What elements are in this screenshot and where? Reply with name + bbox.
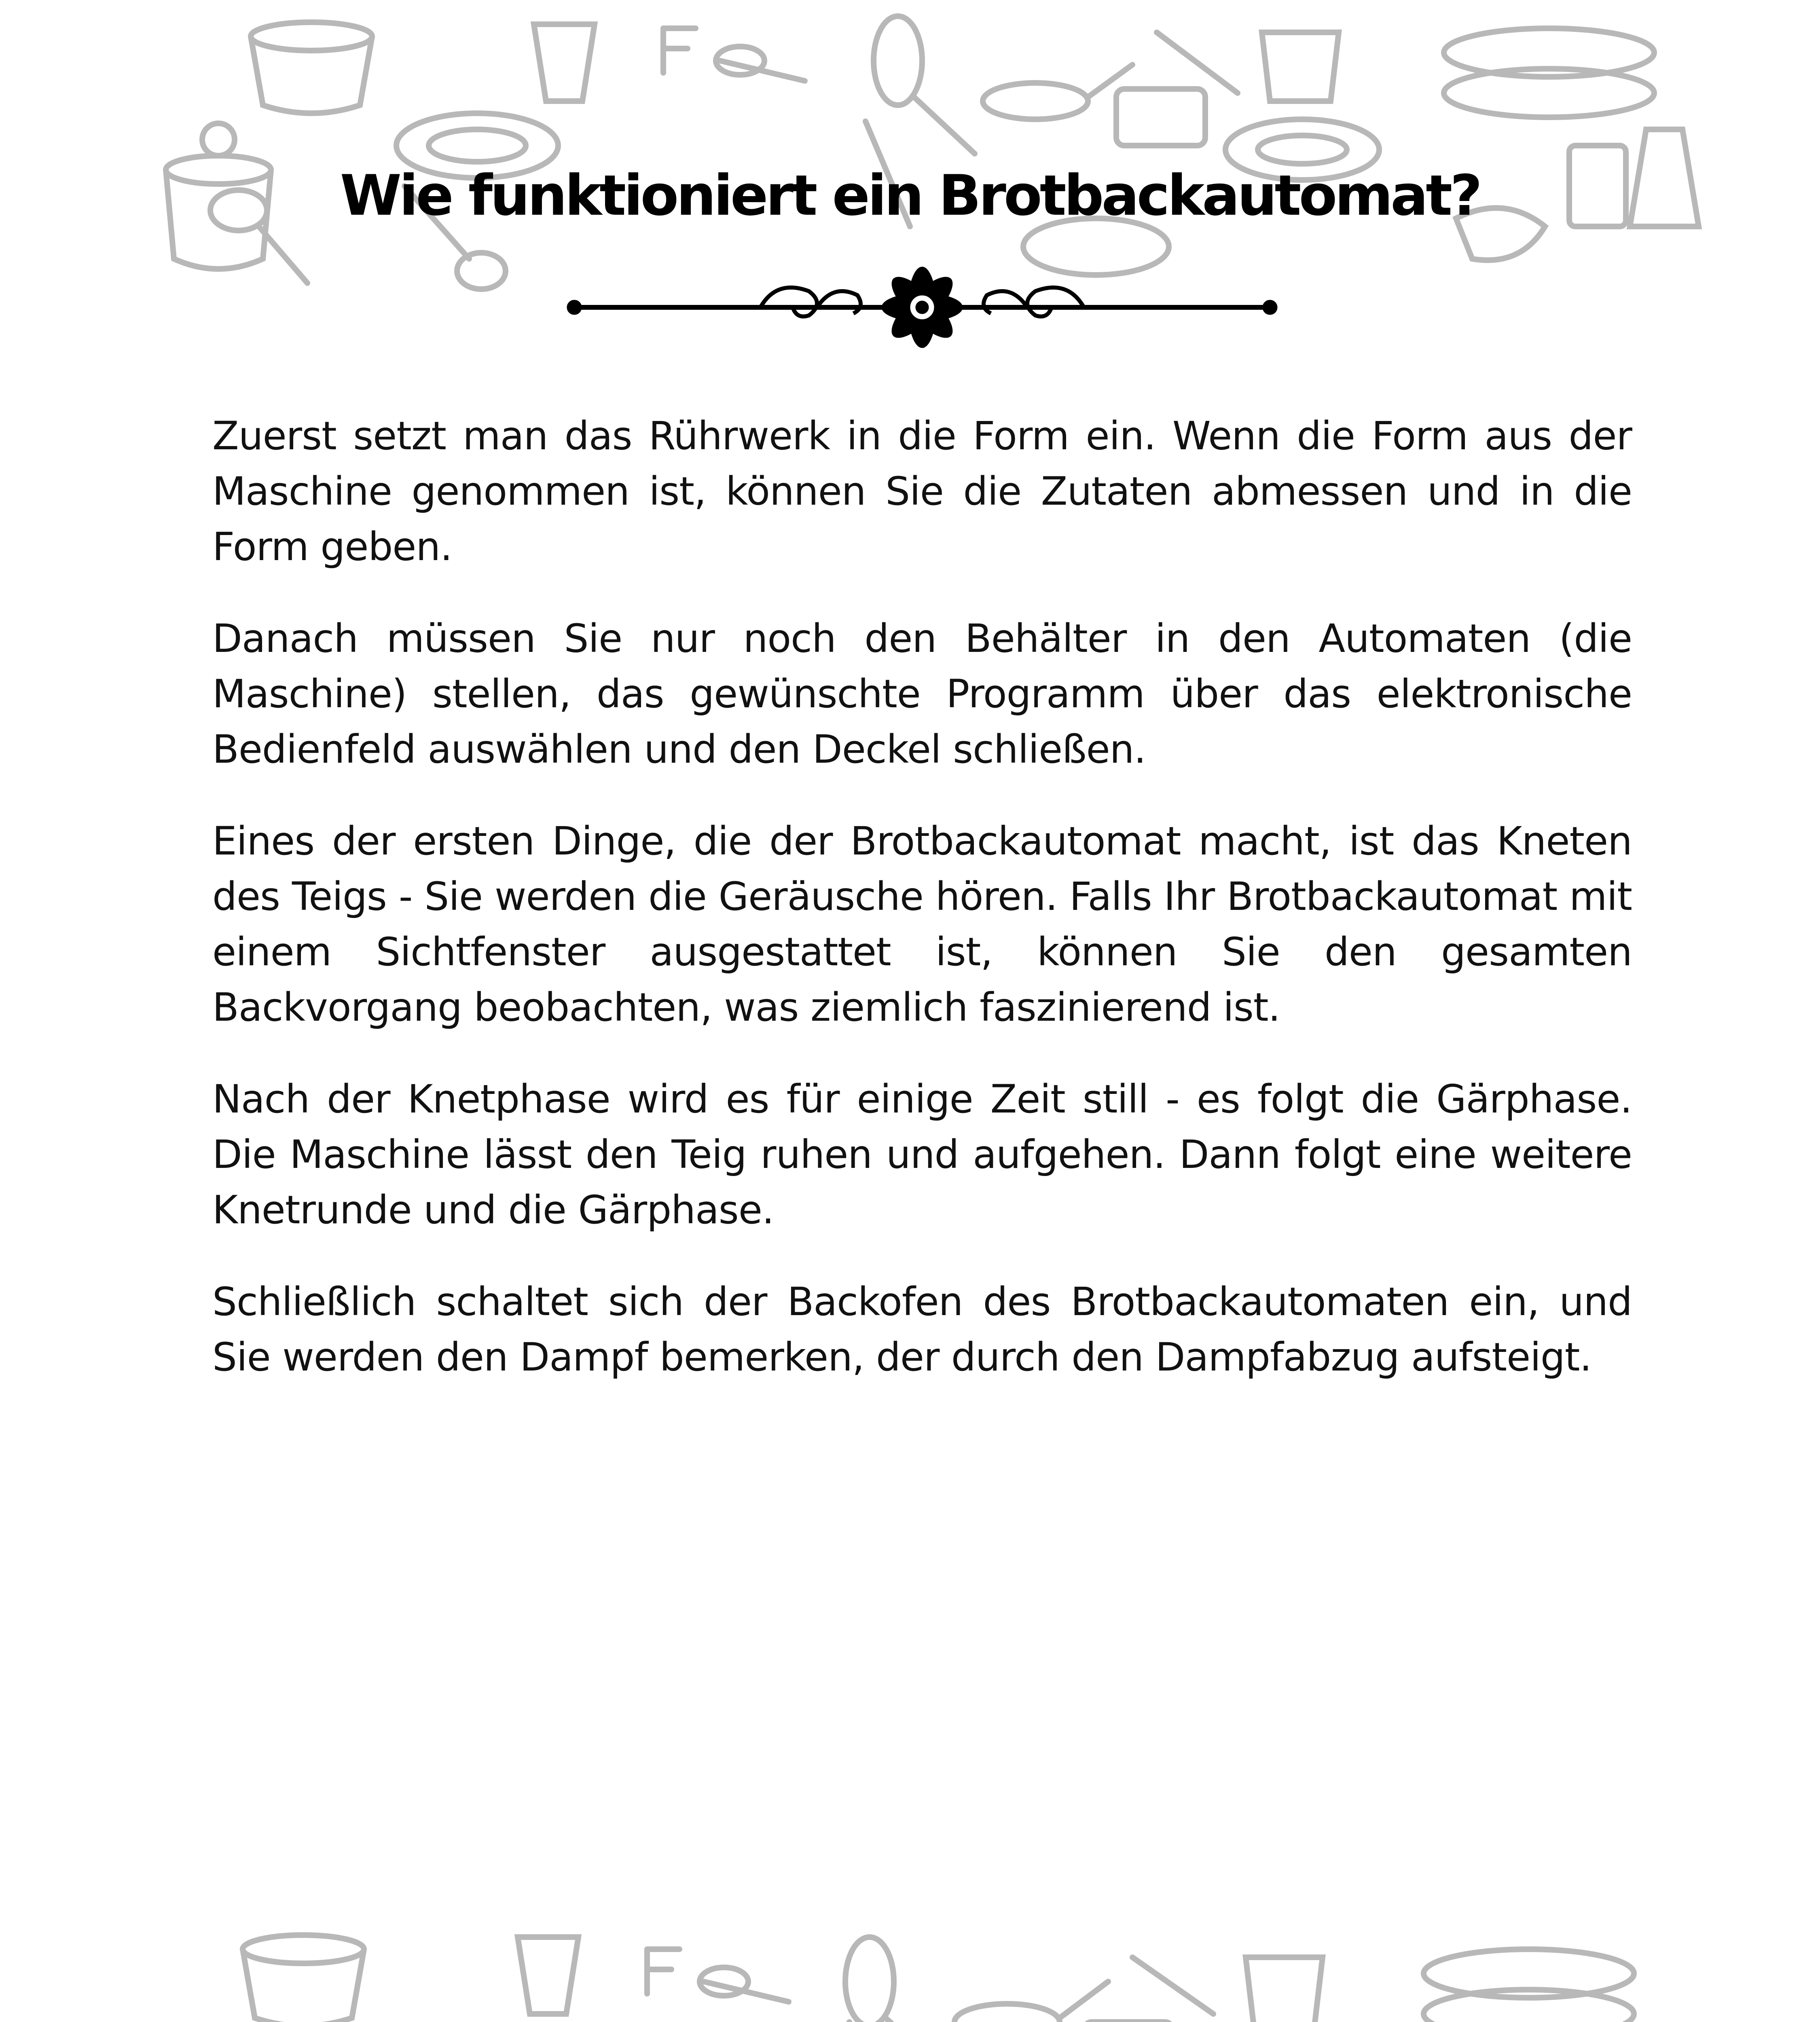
paragraph: Schließlich schaltet sich der Backofen des Brotbackautomaten ein, und Sie werden den Dampf bemerken, der durch den Dampfabzug aufsteigt.	[212, 1279, 1632, 1380]
page-title: Wie funktioniert ein Brotbackautomat?	[340, 163, 1480, 228]
paragraph: Danach müssen Sie nur noch den Behälter in den Automaten (die Maschine) stellen, das gewünschte Programm über das elektronische Bedienfeld auswählen und den Deckel schließen.	[212, 616, 1632, 772]
paragraph: Nach der Knetphase wird es für einige Zeit still - es folgt die Gärphase. Die Maschine lässt den Teig ruhen und aufgehen. Dann folgt eine weitere Knetrunde und die Gärphase.	[212, 1077, 1632, 1233]
flourish-divider-icon	[558, 255, 1286, 360]
body-text	[212, 408, 1632, 1421]
paragraph: Zuerst setzt man das Rührwerk in die Form ein. Wenn die Form aus der Maschine genommen ist, können Sie die Zutaten abmessen und in die Form geben.	[212, 413, 1632, 569]
paragraph: Eines der ersten Dinge, die der Brotbackautomat macht, ist das Kneten des Teigs - Sie werden die Geräusche hören. Falls Ihr Brotbackautomat mit einem Sichtfenster ausgestattet ist, können Sie den gesamten Backvorgang beobachten, was ziemlich faszinierend ist.	[212, 819, 1632, 1030]
kitchen-utensils-pattern-bottom	[0, 1901, 1820, 2022]
